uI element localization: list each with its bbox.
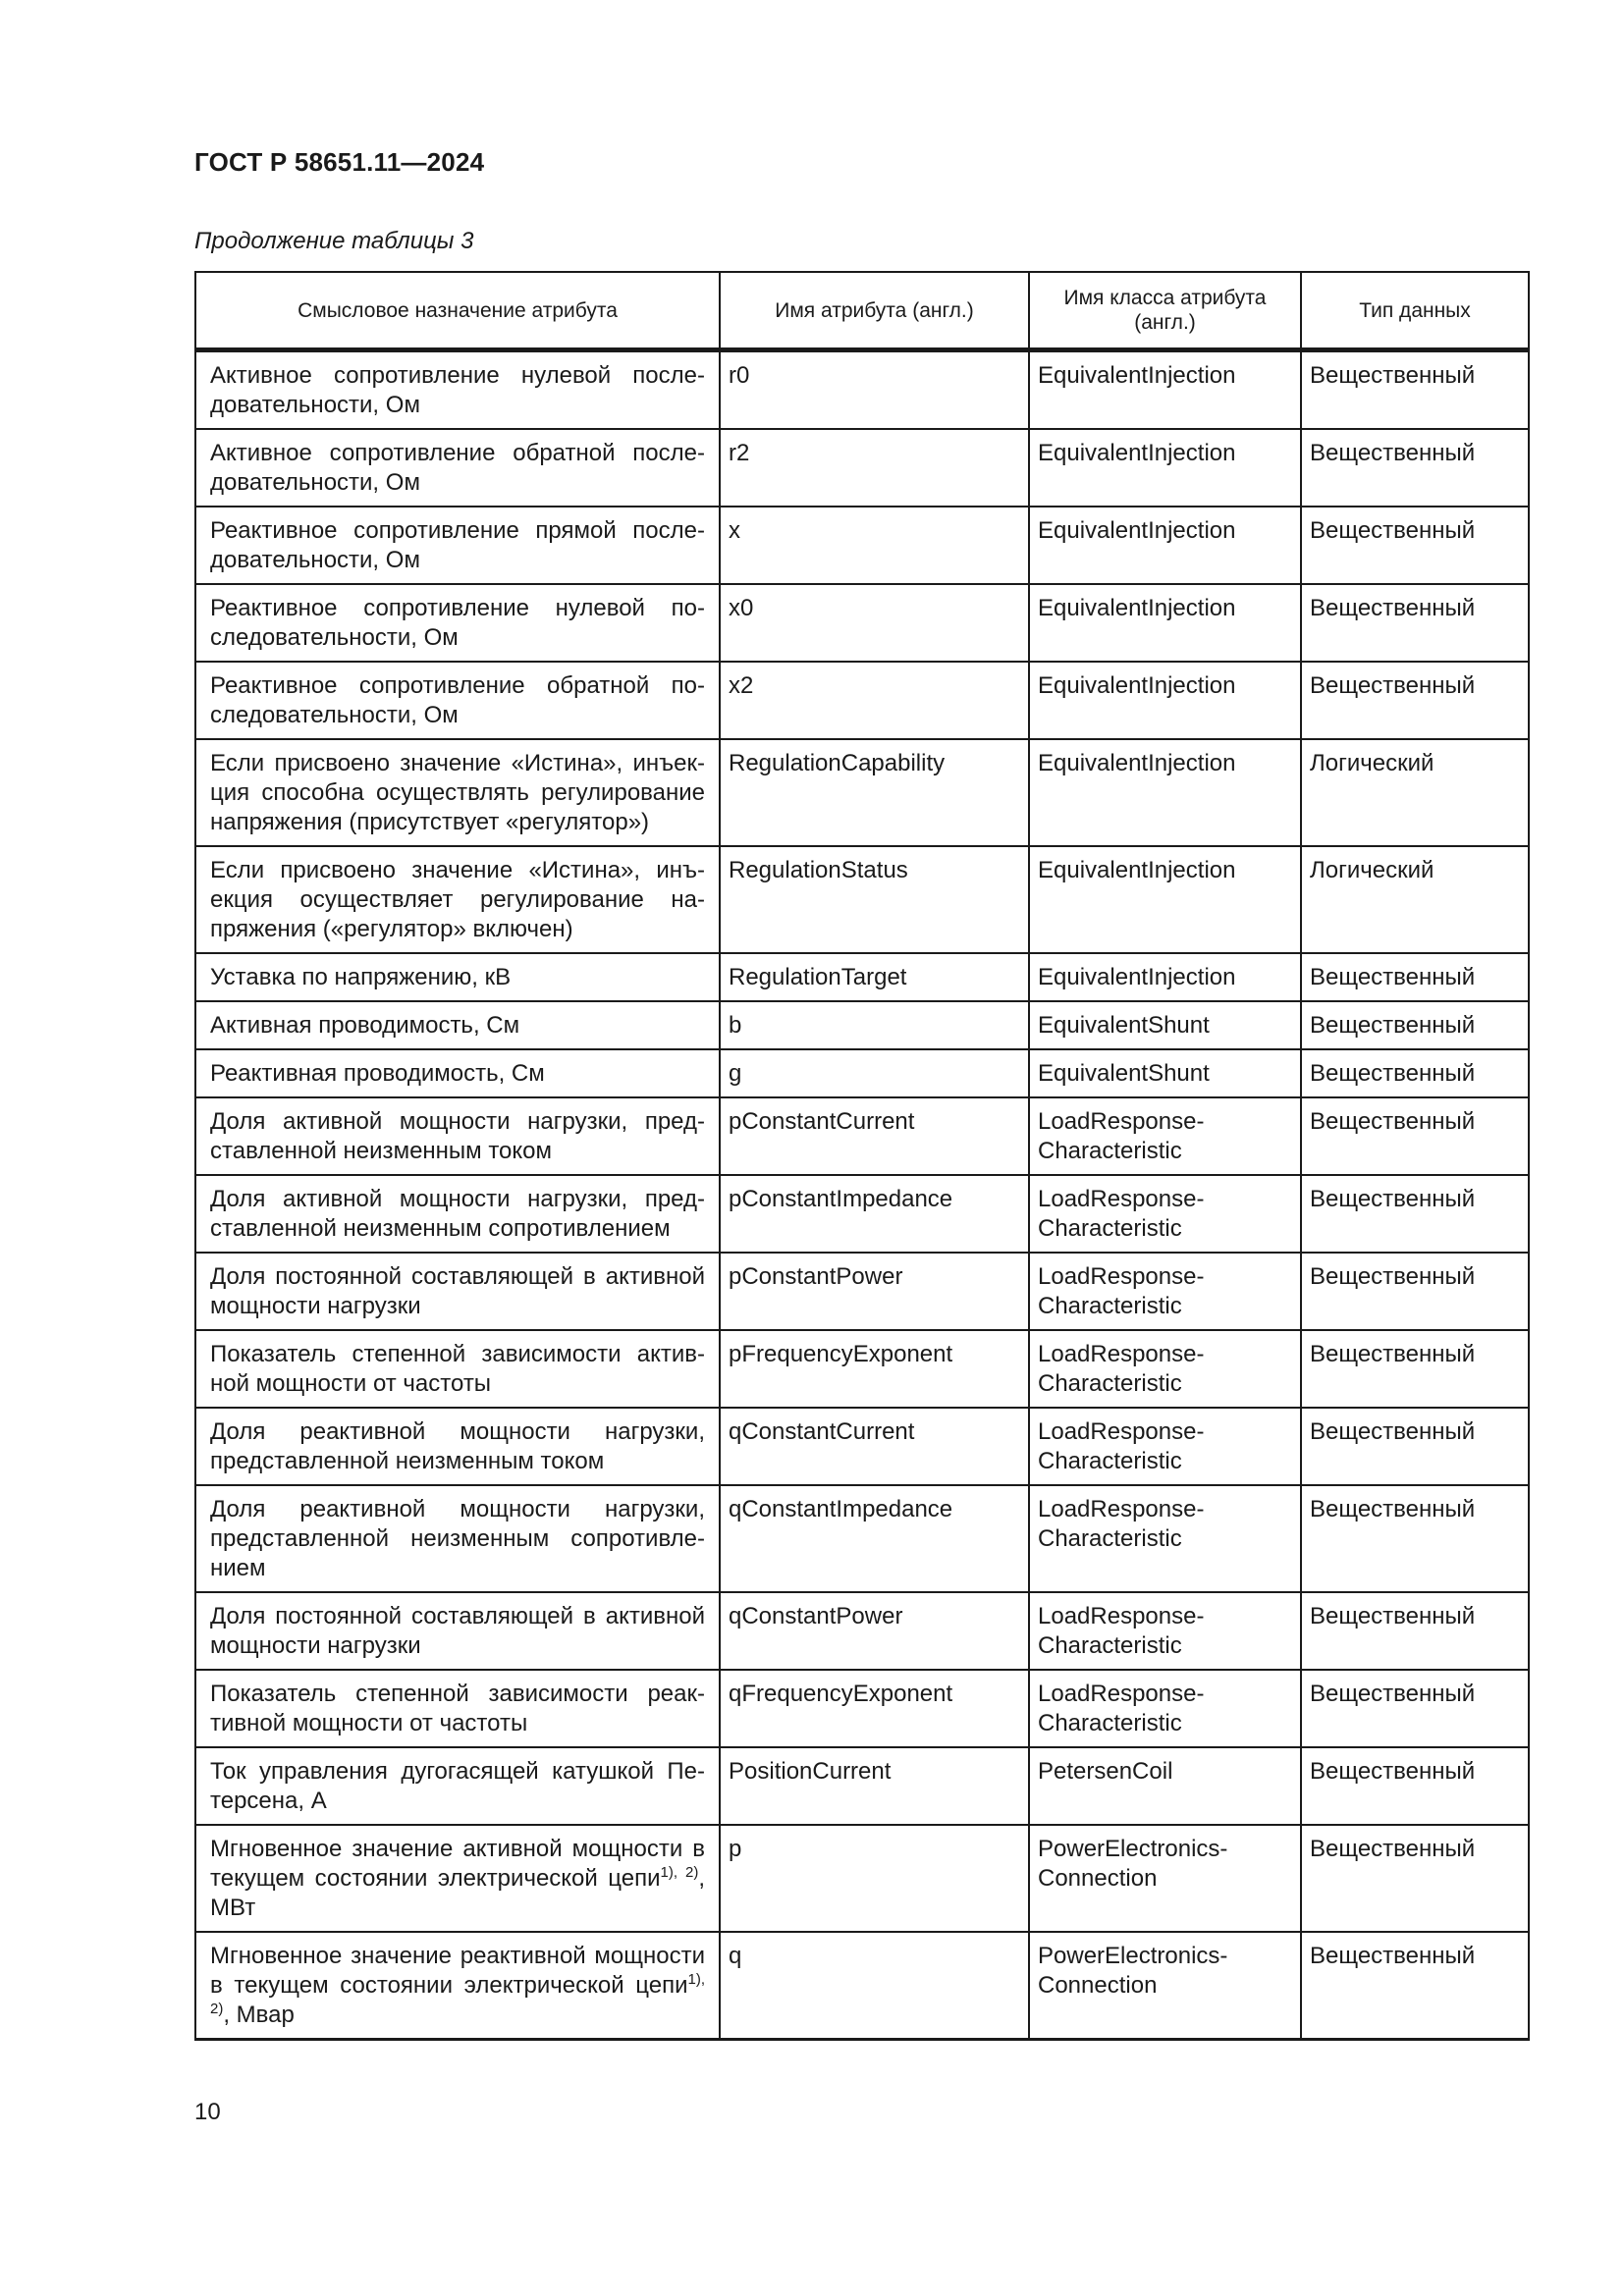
cell-data-type: Вещественный [1301, 1253, 1529, 1330]
cell-data-type: Вещественный [1301, 1825, 1529, 1932]
cell-data-type: Вещественный [1301, 1747, 1529, 1825]
table-row [195, 846, 1529, 953]
cell-meaning-text: Реактивная проводимость, См [210, 1060, 545, 1087]
cell-meaning [195, 1049, 720, 1097]
cell-meaning-text: Активное сопротивление обратной последовательности, Ом [210, 440, 705, 496]
cell-meaning [195, 1670, 720, 1747]
table-row [195, 1001, 1529, 1049]
table-row [195, 429, 1529, 507]
cell-meaning-text: Уставка по напряжению, кВ [210, 964, 512, 990]
cell-data-type: Вещественный [1301, 662, 1529, 739]
table-row [195, 1485, 1529, 1592]
table-row [195, 1932, 1529, 2040]
table-row [195, 1592, 1529, 1670]
column-header-attribute-name: Имя атрибута (англ.) [720, 272, 1029, 350]
cell-meaning [195, 507, 720, 584]
cell-meaning-text: Доля активной мощности нагрузки, представленной неизменным током [210, 1108, 705, 1164]
document-header: ГОСТ Р 58651.11—2024 [194, 147, 485, 177]
cell-data-type: Логический [1301, 846, 1529, 953]
cell-attribute-name: qFrequencyExponent [720, 1670, 1029, 1747]
cell-meaning-text: Доля постоянной составляющей в активной мощности нагрузки [210, 1603, 705, 1659]
cell-class-name: LoadResponse- Characteristic [1029, 1485, 1301, 1592]
table-body [195, 350, 1529, 2040]
cell-meaning-text: Показатель степенной зависимости реактивной мощности от частоты [210, 1681, 705, 1736]
cell-meaning-text: Доля активной мощности нагрузки, представленной неизменным сопротивлением [210, 1186, 705, 1242]
cell-meaning [195, 584, 720, 662]
table-row [195, 1408, 1529, 1485]
cell-meaning-text: Доля реактивной мощности нагрузки, представленной неизменным сопротивлением [210, 1496, 705, 1581]
attribute-table [194, 271, 1530, 2041]
cell-class-name: EquivalentInjection [1029, 739, 1301, 846]
cell-class-name: EquivalentInjection [1029, 350, 1301, 430]
cell-attribute-name: qConstantCurrent [720, 1408, 1029, 1485]
cell-data-type: Вещественный [1301, 1097, 1529, 1175]
column-header-meaning: Смысловое назначение атрибута [195, 272, 720, 350]
cell-meaning [195, 739, 720, 846]
cell-attribute-name: p [720, 1825, 1029, 1932]
cell-attribute-name: q [720, 1932, 1029, 2040]
table-row [195, 1747, 1529, 1825]
cell-meaning-text: Ток управления дугогасящей катушкой Петерсена, А [210, 1758, 705, 1814]
table-caption: Продолжение таблицы 3 [194, 228, 474, 254]
cell-meaning [195, 1408, 720, 1485]
cell-meaning [195, 1747, 720, 1825]
cell-meaning [195, 846, 720, 953]
cell-data-type: Вещественный [1301, 1670, 1529, 1747]
cell-meaning [195, 1592, 720, 1670]
table-row [195, 1049, 1529, 1097]
cell-attribute-name: RegulationStatus [720, 846, 1029, 953]
cell-data-type: Вещественный [1301, 507, 1529, 584]
cell-meaning [195, 1175, 720, 1253]
cell-attribute-name: r0 [720, 350, 1029, 430]
cell-class-name: EquivalentInjection [1029, 953, 1301, 1001]
cell-class-name: LoadResponse- Characteristic [1029, 1330, 1301, 1408]
cell-attribute-name: PositionCurrent [720, 1747, 1029, 1825]
cell-data-type: Вещественный [1301, 429, 1529, 507]
cell-class-name: EquivalentInjection [1029, 507, 1301, 584]
cell-class-name: EquivalentInjection [1029, 662, 1301, 739]
cell-meaning [195, 662, 720, 739]
cell-data-type: Вещественный [1301, 953, 1529, 1001]
cell-meaning-text: Реактивное сопротивление прямой последовательности, Ом [210, 517, 705, 573]
table-row [195, 1670, 1529, 1747]
cell-class-name: LoadResponse- Characteristic [1029, 1592, 1301, 1670]
cell-attribute-name: pConstantPower [720, 1253, 1029, 1330]
cell-attribute-name: x [720, 507, 1029, 584]
cell-class-name: PowerElectronics- Connection [1029, 1932, 1301, 2040]
footnote-reference: 1), 2) [660, 1864, 699, 1881]
cell-meaning-text: Мгновенное значение активной мощности в текущем состоянии электрической цепи [210, 1836, 705, 1892]
cell-class-name: LoadResponse- Characteristic [1029, 1175, 1301, 1253]
cell-meaning [195, 1330, 720, 1408]
page-number: 10 [194, 2099, 221, 2125]
table-row [195, 739, 1529, 846]
cell-meaning [195, 1932, 720, 2040]
column-header-data-type: Тип данных [1301, 272, 1529, 350]
table-row [195, 350, 1529, 430]
cell-meaning-text: Доля постоянной составляющей в активной мощности нагрузки [210, 1263, 705, 1319]
cell-meaning-text: Если присвоено значение «Истина», инъекция способна осуществлять регулирование напряжения (присутствует «регулятор») [210, 750, 705, 835]
cell-class-name: PowerElectronics- Connection [1029, 1825, 1301, 1932]
cell-data-type: Логический [1301, 739, 1529, 846]
cell-class-name: EquivalentShunt [1029, 1049, 1301, 1097]
cell-attribute-name: RegulationTarget [720, 953, 1029, 1001]
table-row [195, 1253, 1529, 1330]
cell-class-name: LoadResponse- Characteristic [1029, 1408, 1301, 1485]
footnote-reference: 1), 2) [210, 1971, 705, 2017]
cell-meaning-unit: , МВт [210, 1865, 705, 1921]
table-row [195, 953, 1529, 1001]
table-row [195, 1825, 1529, 1932]
cell-attribute-name: pConstantCurrent [720, 1097, 1029, 1175]
cell-data-type: Вещественный [1301, 1485, 1529, 1592]
cell-class-name: LoadResponse- Characteristic [1029, 1670, 1301, 1747]
cell-data-type: Вещественный [1301, 1049, 1529, 1097]
cell-attribute-name: qConstantImpedance [720, 1485, 1029, 1592]
cell-class-name: LoadResponse- Characteristic [1029, 1097, 1301, 1175]
table-header-row [195, 272, 1529, 350]
cell-data-type: Вещественный [1301, 1932, 1529, 2040]
cell-attribute-name: pConstantImpedance [720, 1175, 1029, 1253]
cell-class-name: EquivalentInjection [1029, 584, 1301, 662]
cell-meaning-text: Активная проводимость, См [210, 1012, 520, 1039]
cell-data-type: Вещественный [1301, 584, 1529, 662]
cell-meaning [195, 429, 720, 507]
cell-class-name: PetersenCoil [1029, 1747, 1301, 1825]
cell-meaning-text: Если присвоено значение «Истина», инъекция осуществляет регулирование напряжения («регулятор» включен) [210, 857, 705, 942]
cell-data-type: Вещественный [1301, 1592, 1529, 1670]
cell-class-name: EquivalentShunt [1029, 1001, 1301, 1049]
cell-meaning [195, 1825, 720, 1932]
cell-data-type: Вещественный [1301, 350, 1529, 430]
cell-attribute-name: x0 [720, 584, 1029, 662]
cell-data-type: Вещественный [1301, 1001, 1529, 1049]
cell-attribute-name: RegulationCapability [720, 739, 1029, 846]
cell-attribute-name: g [720, 1049, 1029, 1097]
cell-attribute-name: r2 [720, 429, 1029, 507]
attribute-table-container [194, 271, 1528, 2041]
cell-meaning [195, 1001, 720, 1049]
table-row [195, 1175, 1529, 1253]
table-row [195, 1097, 1529, 1175]
table-row [195, 584, 1529, 662]
cell-attribute-name: x2 [720, 662, 1029, 739]
cell-meaning-text: Показатель степенной зависимости активной мощности от частоты [210, 1341, 705, 1397]
cell-meaning-text: Активное сопротивление нулевой последовательности, Ом [210, 362, 705, 418]
column-header-class-name: Имя класса атрибута (англ.) [1029, 272, 1301, 350]
cell-class-name: EquivalentInjection [1029, 429, 1301, 507]
cell-meaning-text: Реактивное сопротивление нулевой последовательности, Ом [210, 595, 705, 651]
cell-meaning [195, 350, 720, 430]
cell-attribute-name: b [720, 1001, 1029, 1049]
cell-data-type: Вещественный [1301, 1330, 1529, 1408]
cell-meaning-text: Реактивное сопротивление обратной последовательности, Ом [210, 672, 705, 728]
cell-meaning [195, 1253, 720, 1330]
cell-attribute-name: qConstantPower [720, 1592, 1029, 1670]
table-row [195, 1330, 1529, 1408]
cell-meaning-text: Доля реактивной мощности нагрузки, представленной неизменным током [210, 1418, 705, 1474]
table-row [195, 507, 1529, 584]
cell-meaning [195, 1097, 720, 1175]
cell-meaning-unit: , Мвар [223, 2002, 295, 2028]
cell-meaning-text: Мгновенное значение реактивной мощности в текущем состоянии электрической цепи [210, 1943, 705, 1999]
cell-class-name: EquivalentInjection [1029, 846, 1301, 953]
cell-data-type: Вещественный [1301, 1175, 1529, 1253]
table-row [195, 662, 1529, 739]
cell-data-type: Вещественный [1301, 1408, 1529, 1485]
cell-meaning [195, 953, 720, 1001]
cell-meaning [195, 1485, 720, 1592]
cell-class-name: LoadResponse- Characteristic [1029, 1253, 1301, 1330]
cell-attribute-name: pFrequencyExponent [720, 1330, 1029, 1408]
